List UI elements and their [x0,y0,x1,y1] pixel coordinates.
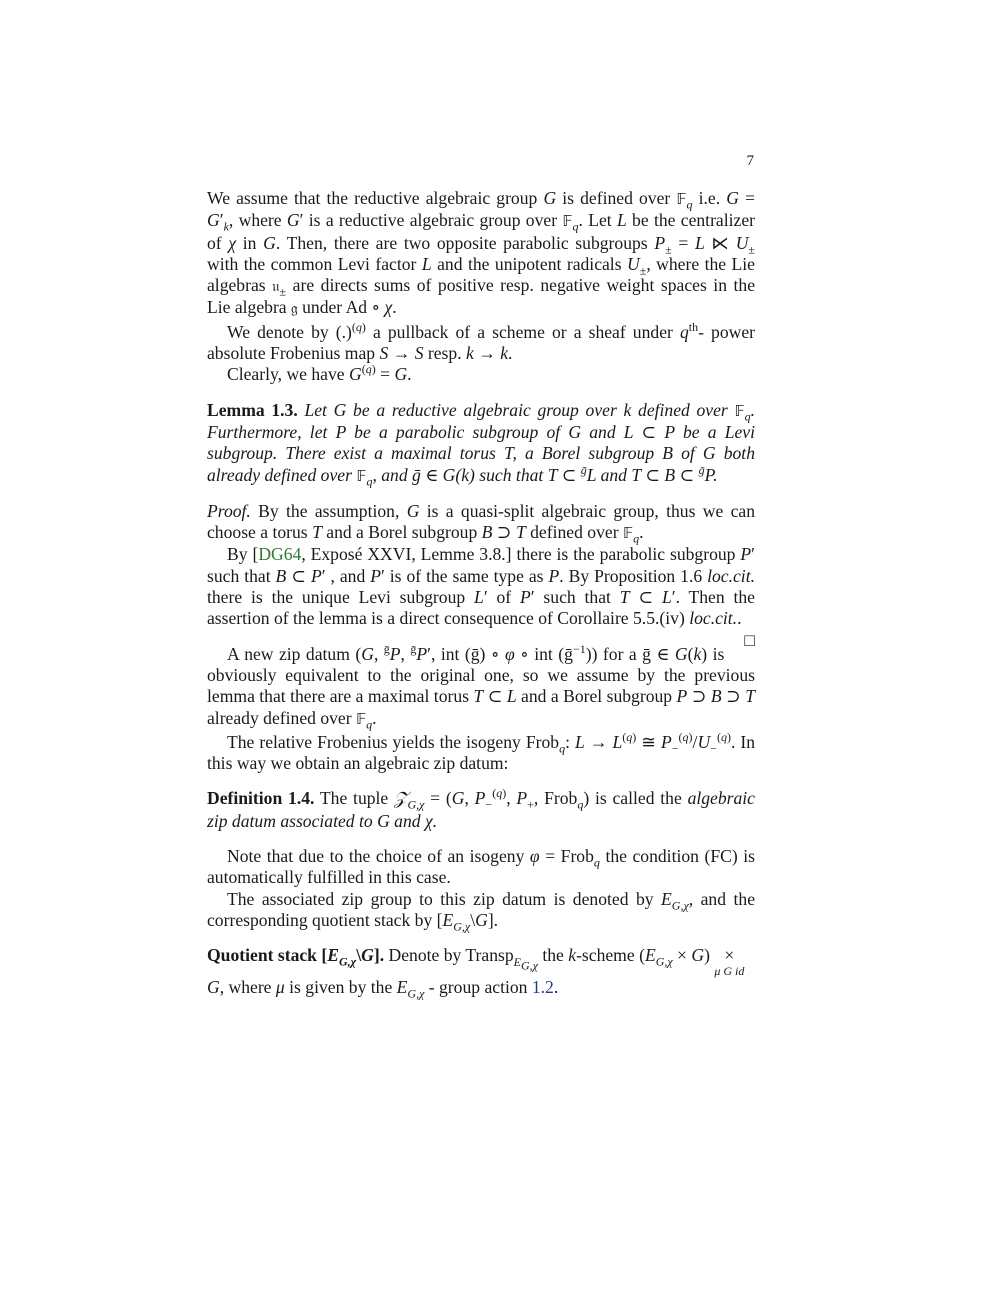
paragraph-isogeny-note: Note that due to the choice of an isogeny φ = Frob$_q$ the condition (FC) is automatically fulfilled in this case. [207,846,755,888]
citation-dg64[interactable]: DG64 [258,544,302,565]
quotient-stack-section: Quotient stack $[E_{G,\chi}\backslash G]$. Denote by Transp$_{E_{G,\chi}}$ the k-scheme $(E_{G,\chi} \times G)$ × μ G id G, where μ is given by the $E_{G,\chi}$ - group action 1.2. [207,945,745,1001]
paragraph-zip-group: The associated zip group to this zip datum is denoted by $E_{G,\chi}$, and the corresponding quotient stack by $[E_{G,\chi}\backslash G]$. [207,888,755,934]
fiber-product-symbol: × μ G id [714,945,745,979]
paragraph-frobenius: The relative Frobenius yields the isogeny Frob$_q$: $L \to L^{(q)}$ ≅ $P_-^{(q)}/U_-^{(q)}$. In this way we obtain an algebraic zip datum: [207,729,756,774]
paragraph-zip-datum: A new zip datum (G, $^ḡ$P, $^ḡ$P′, int (ḡ) ∘ φ ∘ int (ḡ$^{-1}$)) for a ḡ ∈ G(k) is obviously equivalent to the original one, so we assume by the previous lemma that there are a maximal torus T ⊂ L and a Borel subgroup P ⊃ B ⊃ T already defined over 𝔽$_q$. [207,641,755,732]
lemma-1-3: Lemma 1.3. Let G be a reductive algebraic group over k defined over 𝔽$_q$. Furthermore, let P be a parabolic subgroup of G and L ⊂ P be a Levi subgroup. There exist a maximal torus T, a Borel subgroup B of G both already defined over 𝔽$_q$, and ḡ ∈ G(k) such that T ⊂ $^ḡ$L and T ⊂ B ⊂ $^ḡ$P. [207,399,755,489]
proof-continued: By [DG64, Exposé XXVI, Lemme 3.8.] there is the parabolic subgroup P′ such that B ⊂ P′ , and P′ is of the same type as P. By Proposition 1.6 loc.cit. there is the unique Levi subgroup L′ of P′ such that T ⊂ L′. Then the assertion of the lemma is a direct consequence of Corollaire 5.5.(iv) loc.cit.. □ [207,544,755,650]
proof-label: Proof. [207,500,251,521]
reference-1-2[interactable]: 1.2 [531,977,554,998]
lemma-label: Lemma 1.3. [207,399,298,420]
page-number: 7 [746,153,754,169]
page-body [207,188,755,999]
definition-1-4: Definition 1.4. The tuple 𝒵$_{G,\chi}$ = (G, $P_-^{(q)}$, $P_+$, Frob$_q$) is called the algebraic zip datum associated to G and χ. [207,786,755,831]
paragraph-reductive-group: We assume that the reductive algebraic group G is defined over 𝔽$_q$ i.e. $G = G'_k$, where G′ is a reductive algebraic group over 𝔽$_q$. Let L be the centralizer of χ in G. Then, there are two opposite parabolic subgroups $P_\pm = L$ ⋉ $U_\pm$ with the common Levi factor L and the unipotent radicals $U_\pm$, where the Lie algebras 𝔲$_\pm$ are directs sums of positive resp. negative weight spaces in the Lie algebra 𝔤 under Ad ∘ χ. [207,188,756,318]
quotient-stack-label: Quotient stack $[E_{G,\chi}\backslash G]$. [207,945,385,969]
qed-square-icon: □ [744,629,755,650]
proof: Proof. By the assumption, G is a quasi-split algebraic group, thus we can choose a torus T and a Borel subgroup B ⊃ T defined over 𝔽$_q$. [207,500,755,546]
paragraph-clearly: Clearly, we have $G^{(q)} = G$. [227,362,412,385]
definition-label: Definition 1.4. [207,788,315,809]
paragraph-pullback: We denote by (.)$^{(q)}$ a pullback of a scheme or a sheaf under $q^{th}-$ power absolute Frobenius map S → S resp. k → k. [207,319,756,364]
